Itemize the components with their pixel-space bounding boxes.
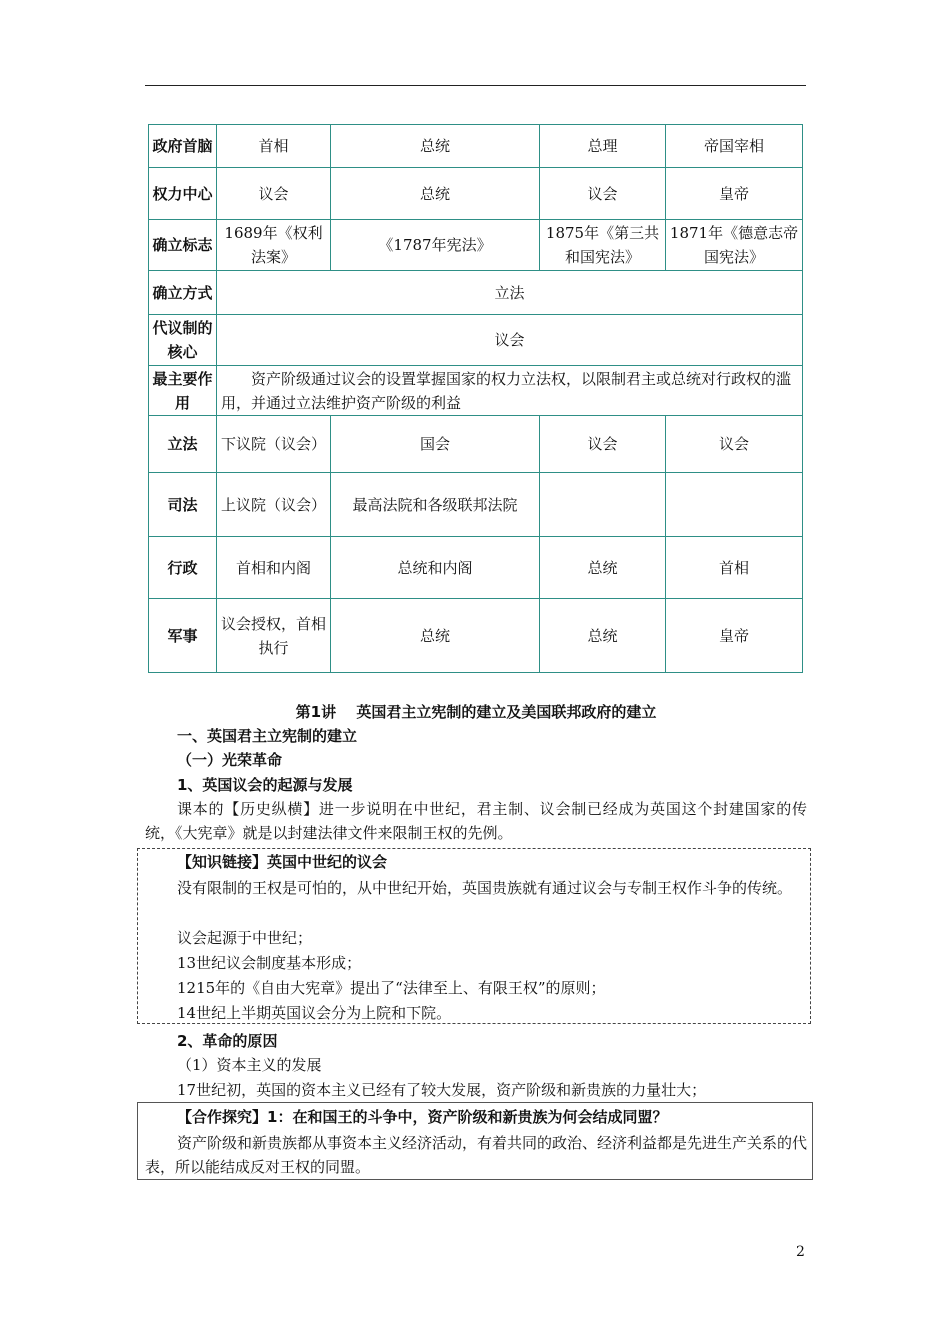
- row-header: 政府首脑: [149, 125, 217, 168]
- table-cell: 帝国宰相: [666, 125, 803, 168]
- table-cell: 国会: [331, 416, 540, 473]
- table-row: [149, 537, 803, 599]
- table-cell: 总统: [540, 599, 666, 673]
- table-row: [149, 315, 803, 366]
- knowledge-box-line: 议会起源于中世纪；: [177, 929, 313, 947]
- item-heading: 2、革命的原因: [177, 1032, 278, 1050]
- table-cell: 1871年《德意志帝国宪法》: [666, 220, 803, 271]
- table-cell: 议会: [540, 168, 666, 220]
- table-cell-merged: 议会: [217, 315, 803, 366]
- knowledge-box-title: 【知识链接】英国中世纪的议会: [177, 853, 388, 871]
- table-row: [149, 125, 803, 168]
- row-header: 最主要作用: [149, 366, 217, 416]
- subsection-heading: （一）光荣革命: [177, 751, 283, 769]
- row-header: 代议制的核心: [149, 315, 217, 366]
- row-header: 权力中心: [149, 168, 217, 220]
- table-cell: 1875年《第三共和国宪法》: [540, 220, 666, 271]
- table-cell: 议会: [666, 416, 803, 473]
- header-rule: [145, 85, 806, 86]
- table-cell: 首相: [666, 537, 803, 599]
- table-row: [149, 366, 803, 416]
- row-header: 军事: [149, 599, 217, 673]
- row-header: 行政: [149, 537, 217, 599]
- page-number: 2: [796, 1244, 805, 1260]
- lecture-title: 第1讲 英国君主立宪制的建立及美国联邦政府的建立: [295, 703, 657, 721]
- row-header: 立法: [149, 416, 217, 473]
- knowledge-box-paragraph: 没有限制的王权是可怕的，从中世纪开始，英国贵族就有通过议会与专制王权作斗争的传统。: [177, 879, 793, 897]
- table-cell: 总统和内阁: [331, 537, 540, 599]
- table-cell-merged: 资产阶级通过议会的设置掌握国家的权力立法权，以限制君主或总统对行政权的滥用，并通过立法维护资产阶级的利益: [217, 366, 803, 416]
- table-cell: [666, 473, 803, 537]
- table-cell: 最高法院和各级联邦法院: [331, 473, 540, 537]
- item-subheading: （1）资本主义的发展: [177, 1056, 322, 1074]
- table-cell: 总理: [540, 125, 666, 168]
- comparison-table: [148, 124, 803, 673]
- table-cell: 皇帝: [666, 168, 803, 220]
- table-cell: 1689年《权利法案》: [217, 220, 331, 271]
- knowledge-box-line: 1215年的《自由大宪章》提出了“法律至上、有限王权”的原则；: [177, 979, 606, 997]
- table-cell: [540, 473, 666, 537]
- knowledge-box-line: 14世纪上半期英国议会分为上院和下院。: [177, 1004, 452, 1022]
- table-row: [149, 416, 803, 473]
- row-header: 确立标志: [149, 220, 217, 271]
- table-cell: 总统: [331, 125, 540, 168]
- row-header: 司法: [149, 473, 217, 537]
- table-cell: 《1787年宪法》: [331, 220, 540, 271]
- table-cell: 下议院（议会）: [217, 416, 331, 473]
- table-cell: 议会授权，首相执行: [217, 599, 331, 673]
- table-cell: 首相和内阁: [217, 537, 331, 599]
- table-row: [149, 473, 803, 537]
- table-cell-merged: 立法: [217, 271, 803, 315]
- item-heading: 1、英国议会的起源与发展: [177, 776, 353, 794]
- table-row: [149, 168, 803, 220]
- table-cell: 上议院（议会）: [217, 473, 331, 537]
- table-cell: 总统: [540, 537, 666, 599]
- section-heading: 一、英国君主立宪制的建立: [177, 727, 358, 745]
- table-cell: 总统: [331, 599, 540, 673]
- cooperation-box-text: 资产阶级和新贵族都从事资本主义经济活动，有着共同的政治、经济利益都是先进生产关系的代表，所以能结成反对王权的同盟。: [145, 1134, 808, 1176]
- table-row: [149, 599, 803, 673]
- table-cell: 议会: [540, 416, 666, 473]
- table-row: [149, 220, 803, 271]
- table-cell: 皇帝: [666, 599, 803, 673]
- table-cell: 总统: [331, 168, 540, 220]
- body-paragraph: 课本的【历史纵横】进一步说明在中世纪，君主制、议会制已经成为英国这个封建国家的传统，《大宪章》就是以封建法律文件来限制王权的先例。: [145, 800, 807, 842]
- table-cell: 议会: [217, 168, 331, 220]
- body-paragraph: 17世纪初，英国的资本主义已经有了较大发展，资产阶级和新贵族的力量壮大；: [177, 1081, 707, 1099]
- table-cell: 首相: [217, 125, 331, 168]
- row-header: 确立方式: [149, 271, 217, 315]
- knowledge-box-line: 13世纪议会制度基本形成；: [177, 954, 362, 972]
- cooperation-box-title: 【合作探究】1：在和国王的斗争中，资产阶级和新贵族为何会结成同盟？: [177, 1108, 668, 1126]
- table-row: [149, 271, 803, 315]
